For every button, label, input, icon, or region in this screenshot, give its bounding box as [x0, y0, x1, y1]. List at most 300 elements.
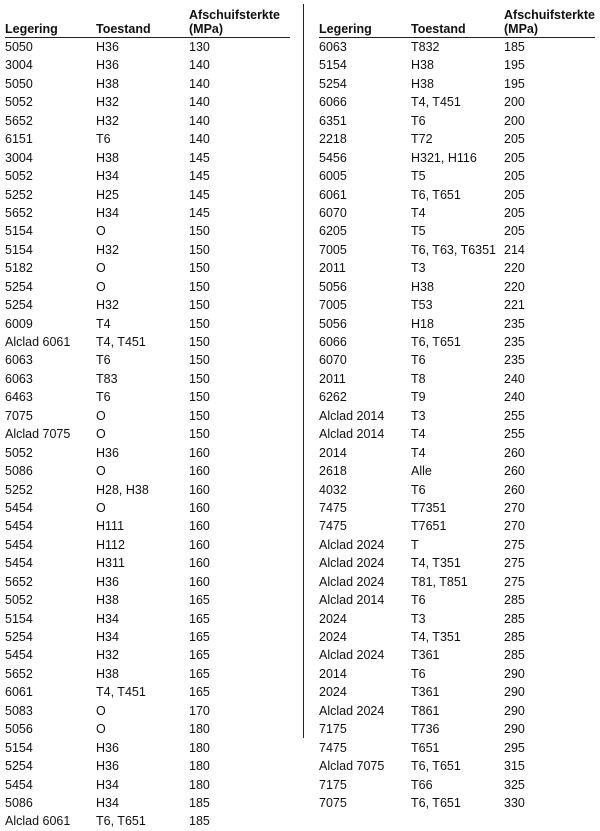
- shear-strength-cell: 255: [504, 427, 525, 442]
- shear-strength-cell: 205: [504, 169, 525, 184]
- temper-cell: O: [96, 408, 106, 423]
- temper-cell: T4: [96, 316, 111, 331]
- alloy-cell: 5086: [5, 795, 33, 810]
- alloy-cell: Alclad 2024: [319, 574, 385, 589]
- table-row: [5, 38, 290, 56]
- table-row: [5, 702, 290, 720]
- alloy-cell: 4032: [319, 482, 347, 497]
- shear-strength-cell: 140: [189, 132, 210, 147]
- alloy-cell: 6061: [5, 685, 33, 700]
- temper-cell: H34: [96, 169, 119, 184]
- temper-cell: Alle: [411, 464, 432, 479]
- shear-strength-header-line1: Afschuifsterkte: [504, 8, 595, 22]
- temper-cell: T7351: [411, 500, 447, 515]
- table-row: [5, 536, 290, 554]
- alloy-cell: 5154: [5, 242, 33, 257]
- alloy-cell: 2011: [319, 261, 346, 276]
- alloy-cell: 5052: [5, 169, 33, 184]
- alloy-cell: 6063: [5, 353, 33, 368]
- temper-cell: O: [96, 279, 106, 294]
- table-row: [319, 499, 595, 517]
- table-row: [319, 444, 595, 462]
- table-row: [319, 93, 595, 111]
- table-row: [319, 425, 595, 443]
- shear-strength-cell: 185: [189, 814, 210, 829]
- alloy-cell: 5454: [5, 519, 33, 534]
- temper-cell: O: [96, 464, 106, 479]
- right-table-body: [319, 38, 595, 812]
- alloy-cell: Alclad 2014: [319, 427, 385, 442]
- alloy-cell: Alclad 6061: [5, 814, 71, 829]
- shear-strength-cell: 145: [189, 150, 210, 165]
- shear-strength-cell: 140: [189, 58, 210, 73]
- table-row: [5, 296, 290, 314]
- table-row: [5, 665, 290, 683]
- alloy-cell: 5056: [319, 279, 347, 294]
- alloy-cell: 2014: [319, 666, 347, 681]
- shear-strength-cell: 160: [189, 574, 210, 589]
- temper-cell: H36: [96, 58, 119, 73]
- temper-cell: T4, T451: [411, 95, 461, 110]
- alloy-cell: 5254: [5, 630, 33, 644]
- temper-cell: H36: [96, 759, 119, 774]
- temper-cell: T6, T651: [411, 759, 461, 774]
- shear-strength-header-line2: (MPa): [189, 22, 224, 36]
- alloy-header: Legering: [319, 22, 372, 36]
- table-row: [319, 56, 595, 74]
- table-row: [319, 370, 595, 388]
- shear-strength-cell: 270: [504, 500, 525, 515]
- temper-cell: T4, T451: [96, 335, 146, 349]
- temper-cell: T6: [411, 482, 426, 497]
- shear-strength-cell: 290: [504, 703, 525, 718]
- table-row: [319, 776, 595, 794]
- table-row: [319, 222, 595, 240]
- alloy-header: Legering: [5, 22, 58, 36]
- shear-strength-cell: 140: [189, 76, 210, 91]
- temper-cell: H38: [96, 76, 119, 91]
- shear-strength-cell: 150: [189, 353, 210, 368]
- shear-strength-cell: 140: [189, 95, 210, 110]
- shear-strength-cell: 235: [504, 353, 525, 368]
- temper-cell: H112: [96, 537, 125, 552]
- shear-strength-cell: 220: [504, 279, 525, 294]
- alloy-cell: 5154: [5, 224, 33, 239]
- table-row: [5, 130, 290, 148]
- temper-cell: H34: [96, 795, 119, 810]
- temper-cell: T832: [411, 40, 440, 54]
- alloy-cell: 6205: [319, 224, 347, 239]
- shear-strength-cell: 145: [189, 187, 210, 202]
- shear-strength-cell: 285: [504, 593, 525, 608]
- shear-strength-cell: 275: [504, 556, 525, 571]
- alloy-cell: 7075: [5, 408, 33, 423]
- temper-cell: T5: [411, 169, 426, 184]
- table-row: [319, 554, 595, 572]
- temper-cell: O: [96, 427, 106, 442]
- table-row: [319, 739, 595, 757]
- temper-cell: H38: [96, 666, 119, 681]
- shear-strength-cell: 205: [504, 187, 525, 202]
- table-row: [319, 628, 595, 646]
- column-divider: [303, 4, 304, 738]
- alloy-cell: 6070: [319, 205, 347, 220]
- right-table-header: [319, 0, 595, 36]
- shear-strength-cell: 205: [504, 132, 525, 147]
- temper-cell: T6: [411, 353, 426, 368]
- table-row: [5, 149, 290, 167]
- table-row: [5, 554, 290, 572]
- alloy-cell: 2024: [319, 685, 347, 700]
- alloy-cell: 5254: [319, 76, 347, 91]
- shear-strength-cell: 160: [189, 500, 210, 515]
- table-row: [319, 186, 595, 204]
- shear-strength-cell: 140: [189, 113, 210, 128]
- temper-cell: H36: [96, 740, 119, 755]
- table-row: [5, 75, 290, 93]
- temper-cell: H32: [96, 95, 119, 110]
- temper-cell: T4: [411, 205, 426, 220]
- table-row: [319, 573, 595, 591]
- alloy-cell: 6151: [5, 132, 33, 147]
- alloy-cell: 6063: [319, 40, 347, 54]
- alloy-cell: Alclad 2024: [319, 703, 385, 718]
- shear-strength-cell: 130: [189, 40, 210, 54]
- alloy-cell: 7475: [319, 519, 347, 534]
- shear-strength-cell: 150: [189, 279, 210, 294]
- alloy-cell: 6070: [319, 353, 347, 368]
- temper-cell: H34: [96, 777, 119, 792]
- temper-cell: H111: [96, 519, 125, 534]
- alloy-cell: 5652: [5, 574, 33, 589]
- shear-strength-cell: 260: [504, 445, 525, 460]
- table-row: [5, 315, 290, 333]
- temper-cell: T3: [411, 261, 426, 276]
- table-row: [5, 646, 290, 664]
- alloy-cell: 6066: [319, 335, 347, 349]
- temper-header: Toestand: [411, 22, 466, 36]
- temper-cell: H32: [96, 242, 119, 257]
- table-row: [5, 812, 290, 830]
- table-row: [5, 499, 290, 517]
- shear-strength-cell: 160: [189, 519, 210, 534]
- shear-strength-cell: 275: [504, 537, 525, 552]
- temper-cell: H18: [411, 316, 434, 331]
- temper-cell: T3: [411, 408, 426, 423]
- temper-cell: H38: [96, 150, 119, 165]
- shear-strength-cell: 205: [504, 150, 525, 165]
- shear-strength-cell: 150: [189, 390, 210, 405]
- shear-strength-cell: 240: [504, 371, 525, 386]
- shear-strength-cell: 150: [189, 371, 210, 386]
- table-row: [5, 628, 290, 646]
- alloy-cell: 6262: [319, 390, 347, 405]
- shear-strength-header-line2: (MPa): [504, 22, 539, 36]
- alloy-cell: 7475: [319, 740, 347, 755]
- temper-cell: H32: [96, 113, 119, 128]
- table-row: [319, 462, 595, 480]
- alloy-cell: Alclad 2024: [319, 648, 385, 663]
- alloy-cell: 7475: [319, 500, 347, 515]
- shear-strength-cell: 150: [189, 408, 210, 423]
- temper-cell: H34: [96, 630, 119, 644]
- temper-cell: T361: [411, 648, 440, 663]
- temper-cell: H32: [96, 648, 119, 663]
- temper-cell: H38: [411, 76, 434, 91]
- alloy-cell: 6005: [319, 169, 347, 184]
- temper-cell: H36: [96, 40, 119, 54]
- alloy-cell: 7075: [319, 795, 347, 810]
- temper-cell: T6: [96, 353, 111, 368]
- temper-cell: T4, T351: [411, 630, 461, 644]
- alloy-cell: 3004: [5, 150, 33, 165]
- table-row: [5, 259, 290, 277]
- shear-strength-cell: 165: [189, 666, 210, 681]
- shear-strength-cell: 270: [504, 519, 525, 534]
- table-row: [5, 776, 290, 794]
- table-row: [319, 646, 595, 664]
- temper-cell: T861: [411, 703, 440, 718]
- alloy-cell: 5056: [5, 722, 33, 737]
- shear-strength-cell: 180: [189, 759, 210, 774]
- left-table-body: [5, 38, 290, 831]
- shear-strength-cell: 260: [504, 464, 525, 479]
- shear-strength-cell: 285: [504, 648, 525, 663]
- alloy-cell: 3004: [5, 58, 33, 73]
- table-row: [319, 388, 595, 406]
- alloy-cell: 5652: [5, 113, 33, 128]
- alloy-cell: 5454: [5, 777, 33, 792]
- table-row: [5, 794, 290, 812]
- shear-strength-cell: 214: [504, 242, 525, 257]
- table-row: [319, 259, 595, 277]
- table-row: [5, 720, 290, 738]
- temper-cell: H321, H116: [411, 150, 477, 165]
- temper-cell: T6, T651: [96, 814, 146, 829]
- alloy-cell: 5052: [5, 593, 33, 608]
- shear-strength-cell: 150: [189, 316, 210, 331]
- alloy-cell: Alclad 6061: [5, 335, 71, 349]
- alloy-cell: 6009: [5, 316, 33, 331]
- shear-strength-cell: 290: [504, 722, 525, 737]
- temper-cell: H34: [96, 611, 119, 626]
- alloy-cell: 5254: [5, 298, 33, 313]
- shear-strength-cell: 205: [504, 224, 525, 239]
- shear-strength-cell: 150: [189, 224, 210, 239]
- table-row: [319, 610, 595, 628]
- alloy-cell: 5056: [319, 316, 347, 331]
- shear-strength-cell: 290: [504, 666, 525, 681]
- temper-cell: T4: [411, 427, 426, 442]
- shear-strength-cell: 165: [189, 611, 210, 626]
- table-row: [5, 481, 290, 499]
- alloy-cell: 5154: [5, 740, 33, 755]
- shear-strength-cell: 150: [189, 242, 210, 257]
- shear-strength-cell: 195: [504, 76, 525, 91]
- table-row: [5, 517, 290, 535]
- shear-strength-cell: 275: [504, 574, 525, 589]
- alloy-cell: 5050: [5, 76, 33, 91]
- shear-strength-cell: 205: [504, 205, 525, 220]
- table-row: [5, 591, 290, 609]
- alloy-cell: 5083: [5, 703, 33, 718]
- alloy-cell: 5154: [5, 611, 33, 626]
- shear-strength-cell: 315: [504, 759, 525, 774]
- temper-cell: T6, T651: [411, 795, 461, 810]
- shear-strength-cell: 170: [189, 703, 210, 718]
- alloy-cell: 2218: [319, 132, 347, 147]
- table-row: [319, 536, 595, 554]
- table-row: [319, 112, 595, 130]
- shear-strength-header-line1: Afschuifsterkte: [189, 8, 280, 22]
- table-row: [5, 757, 290, 775]
- shear-strength-cell: 200: [504, 113, 525, 128]
- alloy-cell: 6463: [5, 390, 33, 405]
- shear-strength-cell: 235: [504, 335, 525, 349]
- temper-cell: T: [411, 537, 419, 552]
- temper-cell: T7651: [411, 519, 447, 534]
- table-row: [319, 75, 595, 93]
- table-row: [319, 204, 595, 222]
- table-row: [319, 333, 595, 351]
- left-table: [5, 0, 290, 831]
- table-row: [5, 186, 290, 204]
- table-row: [5, 425, 290, 443]
- table-row: [319, 794, 595, 812]
- temper-cell: H36: [96, 574, 119, 589]
- table-row: [5, 93, 290, 111]
- alloy-cell: 6063: [5, 371, 33, 386]
- table-row: [319, 130, 595, 148]
- temper-cell: T8: [411, 371, 426, 386]
- shear-strength-cell: 180: [189, 777, 210, 792]
- alloy-cell: Alclad 7075: [5, 427, 71, 442]
- table-row: [5, 241, 290, 259]
- table-row: [5, 112, 290, 130]
- temper-cell: T6: [96, 132, 111, 147]
- table-row: [319, 517, 595, 535]
- shear-strength-cell: 221: [504, 298, 525, 313]
- alloy-cell: 5454: [5, 648, 33, 663]
- table-row: [319, 591, 595, 609]
- temper-cell: T6, T63, T6351: [411, 242, 497, 257]
- temper-cell: T736: [411, 722, 440, 737]
- table-row: [5, 278, 290, 296]
- table-row: [319, 38, 595, 56]
- alloy-cell: 6061: [319, 187, 347, 202]
- table-row: [319, 720, 595, 738]
- shear-strength-cell: 160: [189, 482, 210, 497]
- shear-strength-cell: 160: [189, 464, 210, 479]
- alloy-cell: 2618: [319, 464, 347, 479]
- temper-cell: O: [96, 703, 106, 718]
- temper-header: Toestand: [96, 22, 151, 36]
- table-row: [5, 351, 290, 369]
- shear-strength-cell: 180: [189, 740, 210, 755]
- temper-cell: T66: [411, 777, 433, 792]
- alloy-cell: 5052: [5, 445, 33, 460]
- shear-strength-cell: 185: [189, 795, 210, 810]
- table-row: [5, 388, 290, 406]
- temper-cell: T6, T651: [411, 187, 461, 202]
- alloy-cell: 7005: [319, 298, 347, 313]
- table-row: [319, 702, 595, 720]
- temper-cell: T53: [411, 298, 433, 313]
- table-row: [5, 462, 290, 480]
- shear-strength-header: [504, 8, 595, 36]
- table-row: [5, 333, 290, 351]
- temper-cell: H34: [96, 205, 119, 220]
- temper-cell: T6: [411, 593, 426, 608]
- alloy-cell: 5254: [5, 759, 33, 774]
- shear-strength-cell: 180: [189, 722, 210, 737]
- temper-cell: O: [96, 722, 106, 737]
- alloy-cell: 5182: [5, 261, 33, 276]
- shear-strength-cell: 150: [189, 427, 210, 442]
- alloy-cell: 5052: [5, 95, 33, 110]
- temper-cell: T6: [411, 113, 426, 128]
- table-row: [319, 683, 595, 701]
- alloy-cell: Alclad 2014: [319, 593, 385, 608]
- shear-strength-cell: 235: [504, 316, 525, 331]
- shear-strength-cell: 195: [504, 58, 525, 73]
- alloy-cell: 5456: [319, 150, 347, 165]
- alloy-cell: 2011: [319, 371, 346, 386]
- table-row: [5, 370, 290, 388]
- table-row: [319, 407, 595, 425]
- table-row: [319, 149, 595, 167]
- temper-cell: T4, T351: [411, 556, 461, 571]
- table-row: [319, 278, 595, 296]
- alloy-cell: 5154: [319, 58, 347, 73]
- temper-cell: H38: [411, 58, 434, 73]
- left-table-header: [5, 0, 290, 36]
- table-row: [5, 683, 290, 701]
- temper-cell: H36: [96, 445, 119, 460]
- shear-strength-cell: 325: [504, 777, 525, 792]
- alloy-cell: 2024: [319, 611, 347, 626]
- alloy-cell: 5454: [5, 500, 33, 515]
- alloy-cell: 7005: [319, 242, 347, 257]
- shear-strength-cell: 145: [189, 169, 210, 184]
- alloy-cell: 6351: [319, 113, 347, 128]
- temper-cell: O: [96, 500, 106, 515]
- temper-cell: T6: [411, 666, 426, 681]
- alloy-cell: 5454: [5, 537, 33, 552]
- alloy-cell: 5454: [5, 556, 33, 571]
- table-row: [5, 56, 290, 74]
- temper-cell: H25: [96, 187, 119, 202]
- alloy-cell: 2014: [319, 445, 347, 460]
- shear-strength-cell: 220: [504, 261, 525, 276]
- temper-cell: T81, T851: [411, 574, 468, 589]
- alloy-cell: 5252: [5, 187, 33, 202]
- temper-cell: H28, H38: [96, 482, 149, 497]
- shear-strength-cell: 290: [504, 685, 525, 700]
- shear-strength-cell: 145: [189, 205, 210, 220]
- shear-strength-cell: 285: [504, 630, 525, 644]
- shear-strength-cell: 165: [189, 630, 210, 644]
- alloy-cell: Alclad 2024: [319, 556, 385, 571]
- shear-strength-cell: 165: [189, 685, 210, 700]
- right-table: [319, 0, 595, 812]
- temper-cell: O: [96, 224, 106, 239]
- shear-strength-cell: 150: [189, 335, 210, 349]
- alloy-cell: 6066: [319, 95, 347, 110]
- table-row: [5, 610, 290, 628]
- shear-strength-cell: 330: [504, 795, 525, 810]
- shear-strength-header: [189, 8, 280, 36]
